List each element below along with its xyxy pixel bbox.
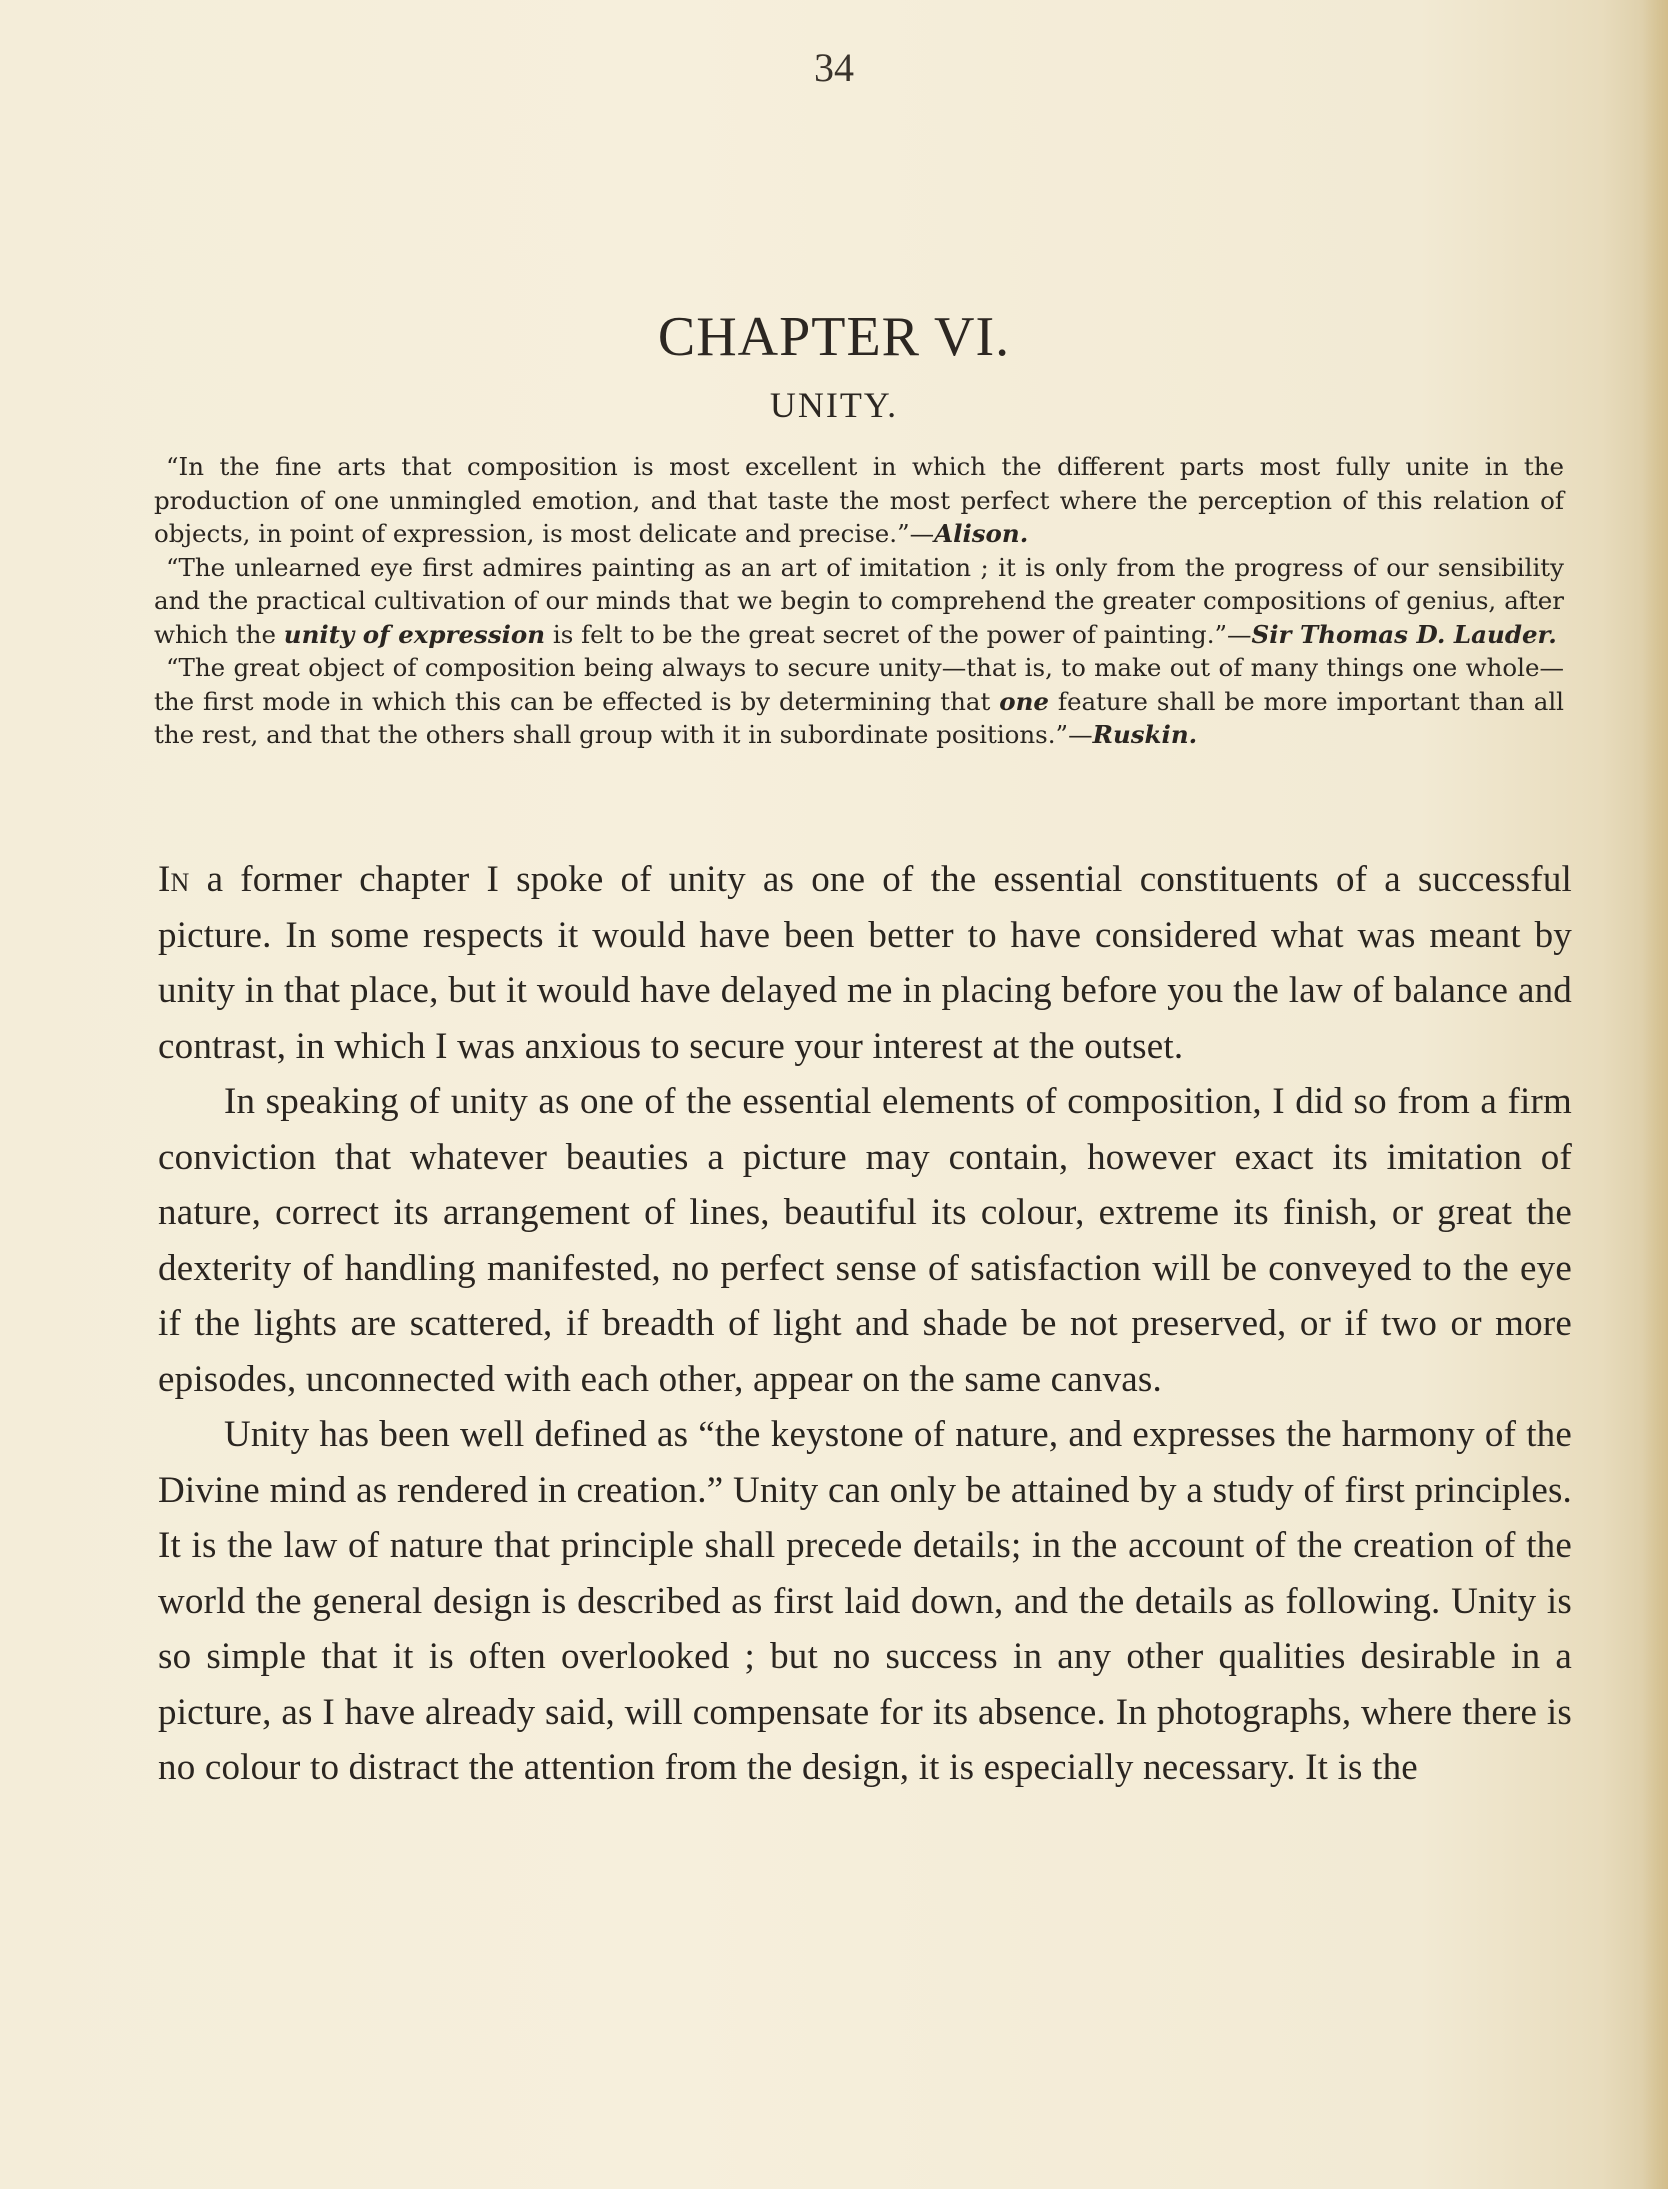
paragraph-lead-word: In	[158, 859, 190, 900]
chapter-title: CHAPTER VI.	[657, 306, 1011, 368]
paragraph-text: a former chapter I spoke of unity as one of the essential constituents of a successful picture. In some respects it would have been better to have considered what was meant by unity in that place, but it would have delayed me in placing before you the law of balance and contrast, in which I was anxious to secure your interest at the outset.	[158, 859, 1572, 1067]
epigraph-text: feature shall be more important than all the rest, and that the others shall group with it in subordinate positions.”—	[154, 686, 1565, 749]
epigraph-text: is felt to be the great secret of the power of painting.”—	[545, 619, 1252, 649]
epigraphs	[154, 450, 1564, 752]
epigraph-emphasis: unity of expression	[283, 619, 546, 649]
chapter-subtitle: UNITY.	[769, 385, 899, 425]
epigraph-attribution: Alison.	[934, 519, 1029, 548]
paragraph-1	[158, 852, 1572, 1074]
epigraph-text: “The unlearned eye first admires painting as an art of imitation ; it is only from the progress of our sensibility and the practical cultivation of our minds that we begin to comprehend the greater compositions of genius, after which the	[154, 552, 1564, 649]
epigraph-attribution: Ruskin.	[1092, 720, 1198, 749]
epigraph-alison	[154, 450, 1564, 551]
epigraph-emphasis: one	[999, 686, 1049, 716]
epigraph-lauder	[154, 551, 1564, 652]
paragraph-3: Unity has been well defined as “the keystone of nature, and expresses the harmony of the Divine mind as rendered in creation.” Unity can only be attained by a study of first principles. It is the law of nature that principle shall precede details; in the account of the creation of the world the general design is described as first laid down, and the details as following. Unity is so simple that it is often overlooked ; but no success in any other qualities desirable in a picture, as I have already said, will compensate for its absence. In photographs, where there is no colour to distract the attention from the design, it is especially necessary. It is the	[158, 1414, 1572, 1788]
body-text	[158, 852, 1572, 1796]
epigraph-text: “The great object of composition being always to secure unity—that is, to make out of many things one whole—the first mode in which this can be effected is by determining that	[154, 653, 1564, 716]
epigraph-attribution: Sir Thomas D. Lauder.	[1251, 619, 1557, 649]
paragraph-2: In speaking of unity as one of the essential elements of composition, I did so from a firm conviction that whatever beauties a picture may contain, however exact its imitation of nature, correct its arrangement of lines, beautiful its colour, extreme its finish, or great the dexterity of handling manifested, no perfect sense of satisfaction will be conveyed to the eye if the lights are scattered, if breadth of light and shade be not preserved, or if two or more episodes, unconnected with each other, appear on the same canvas.	[158, 1081, 1572, 1400]
epigraph-text: “In the fine arts that composition is most excellent in which the different parts most fully unite in the production of one unmingled emotion, and that taste the most perfect where the perception of this relation of objects, in point of expression, is most delicate and precise.”—	[154, 452, 1564, 548]
epigraph-ruskin	[154, 651, 1564, 752]
page-number: 34	[814, 45, 854, 90]
